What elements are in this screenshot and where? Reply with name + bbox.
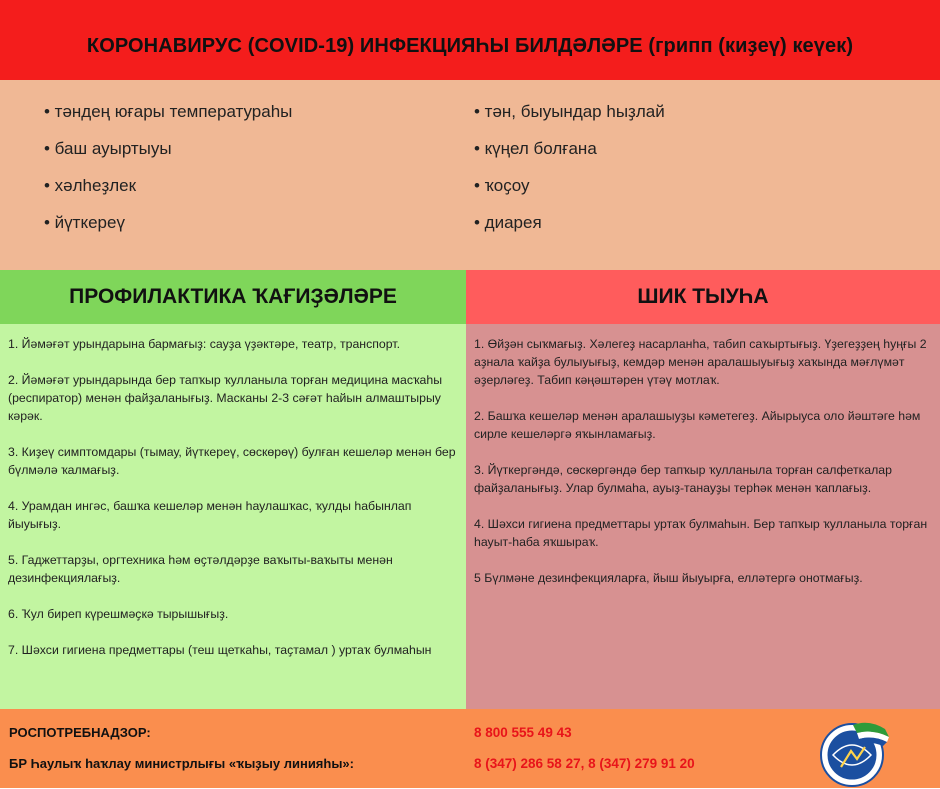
symptom-item: • баш ауыртыуы — [44, 139, 172, 158]
symptom-item: • тән, быуындар һыҙлай — [474, 102, 665, 121]
symptoms-left-list — [44, 101, 292, 249]
rospotrebnadzor-phone: 8 800 555 49 43 — [474, 725, 572, 740]
symptoms-right-list — [474, 101, 665, 249]
symptoms-section — [0, 80, 940, 270]
contacts-footer — [0, 709, 940, 788]
suspicion-item: 5 Бүлмәне дезинфекцияларға, йыш йыуырға, елләтергә онотмағыҙ. — [474, 571, 863, 585]
page-title: КОРОНАВИРУС (COVID-19) ИНФЕКЦИЯҺЫ БИЛДӘЛӘРЕ (грипп (киҙеү) кеүек) — [0, 0, 940, 80]
prevention-item: 5. Гаджеттарҙы, оргтехника һәм өҫтәлдәрҙе ваҡыты-ваҡыты менән дезинфекциялағыҙ. — [8, 553, 393, 585]
prevention-heading: ПРОФИЛАКТИКА ҠАҒИҘӘЛӘРЕ — [0, 270, 466, 324]
symptom-item: • ҡоҫоу — [474, 176, 530, 195]
prevention-item: 6. Ҡул биреп күрешмәҫкә тырышығыҙ. — [8, 607, 229, 621]
prevention-item: 7. Шәхси гигиена предметтары (теш щеткаһы, таҫтамал ) уртаҡ булмаһын — [8, 643, 432, 657]
prevention-item: 4. Урамдан ингәс, башҡа кешеләр менән һаулашҡас, ҡулды һабынлап йыуығыҙ. — [8, 499, 412, 531]
suspicion-heading: ШИК ТЫУҺА — [466, 270, 940, 324]
symptom-item: • тәндең юғары температураһы — [44, 102, 293, 121]
prevention-item: 3. Киҙеү симптомдары (тымау, йүткереү, сөскөрөү) булған кешеләр менән бер бүлмәлә ҡалмағыҙ. — [8, 445, 456, 477]
symptom-item: • хәлһеҙлек — [44, 176, 137, 195]
ministry-hotline-phone: 8 (347) 286 58 27, 8 (347) 279 91 20 — [474, 756, 695, 771]
suspicion-item: 3. Йүткергәндә, сөскөргәндә бер тапҡыр ҡулланыла торған салфеткалар файҙаланығыҙ. Улар булмаһа, ауыҙ-танауҙы терһәк менән ҡаплағыҙ. — [474, 463, 892, 495]
ministry-hotline-label: БР Һаулыҡ һаҡлау министрлығы «ҡыҙыу линияһы»: — [9, 756, 354, 771]
suspicion-item: 2. Башҡа кешеләр менән аралашыуҙы кәметегеҙ. Айырыуса оло йәштәге һәм сирле кешеләргә яҡынламағыҙ. — [474, 409, 921, 441]
symptom-item: • күңел болғана — [474, 139, 597, 158]
prevention-list — [0, 324, 466, 709]
symptom-item: • диарея — [474, 213, 542, 232]
symptom-item: • йүткереү — [44, 213, 125, 232]
prevention-item: 1. Йәмәғәт урындарына бармағыҙ: сауҙа үҙәктәре, театр, транспорт. — [8, 337, 400, 351]
prevention-item: 2. Йәмәғәт урындарында бер тапҡыр ҡулланыла торған медицина масҡаһы (респиратор) менән файҙаланығыҙ. Масканы 2-3 сәғәт һайын алмаштырыу кәрәк. — [8, 373, 443, 423]
ministry-logo-icon — [803, 715, 901, 789]
suspicion-list — [466, 324, 940, 709]
rospotrebnadzor-label: РОСПОТРЕБНАДЗОР: — [9, 725, 151, 740]
suspicion-item: 1. Өйҙән сыҡмағыҙ. Хәлегеҙ насарланһа, табип саҡыртығыҙ. Үҙегеҙҙең һуңғы 2 аҙнала ҡайҙа булыуығыҙ, кемдәр менән аралашыуығыҙ хаҡында мәғлүмәт әҙерләгеҙ. Табип кәңәштәрен үтәү мотлаҡ. — [474, 337, 927, 387]
suspicion-item: 4. Шәхси гигиена предметтары уртаҡ булмаһын. Бер тапҡыр ҡулланыла торған һауыт-һаба яҡшыраҡ. — [474, 517, 928, 549]
